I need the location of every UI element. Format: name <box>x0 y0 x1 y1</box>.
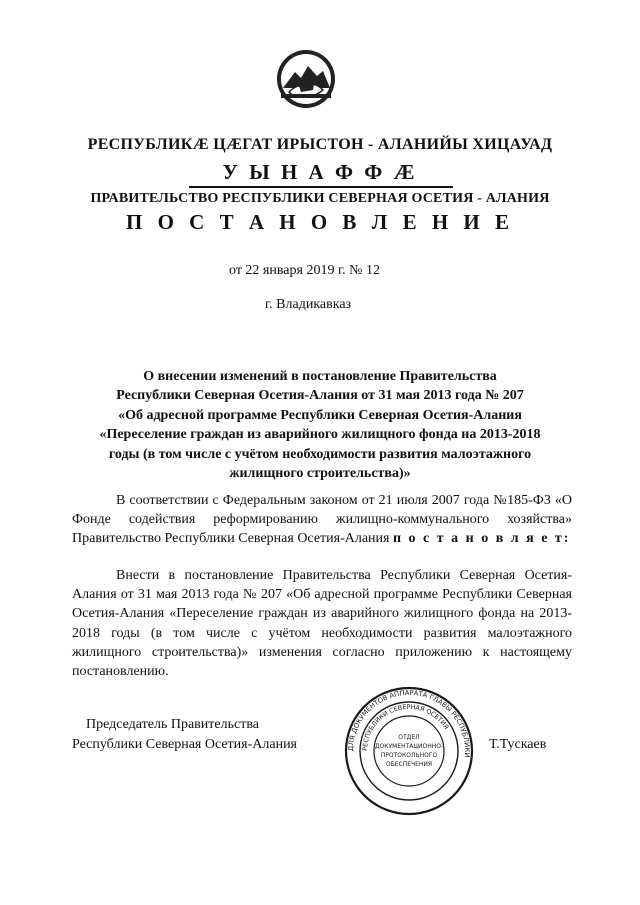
body-paragraph-1 <box>72 491 572 549</box>
paragraph-text: В соответствии с Федеральным законом от 21 июля 2007 года №185-ФЗ «О Фонде содействия реформированию жилищно-коммунального хозяйства» Правительство Республики Северная Осетия-Алания <box>72 493 572 547</box>
subject-line: Республики Северная Осетия-Алания от 31 мая 2013 года № 207 <box>116 388 524 404</box>
decree-date: от 22 января 2019 г. № 12 <box>229 263 380 278</box>
subject-line: О внесении изменений в постановление Правительства <box>143 369 497 384</box>
stamp-center-line: ПРОТОКОЛЬНОГО <box>380 752 438 759</box>
stamp-outer-text: ДЛЯ ДОКУМЕНТОВ АППАРАТА ГЛАВЫ РЕСПУБЛИКИ <box>346 688 472 758</box>
government-heading: ПРАВИТЕЛЬСТВО РЕСПУБЛИКИ СЕВЕРНАЯ ОСЕТИЯ - АЛАНИЯ <box>90 191 550 206</box>
stamp-center-line: ОБЕСПЕЧЕНИЯ <box>385 761 433 768</box>
subject-line: жилищного строительства)» <box>229 466 411 482</box>
signatory-title-line2: Республики Северная Осетия-Алания <box>72 737 297 752</box>
ossetian-doc-type: У Ы Н А Ф Ф Æ <box>222 160 418 184</box>
decree-city: г. Владикавказ <box>265 297 352 312</box>
stamp-center-line: ДОКУМЕНТАЦИОННО- <box>374 743 444 750</box>
body-paragraph-2: Внести в постановление Правительства Республики Северная Осетия-Алания от 31 мая 2013 года № 207 «Об адресной программе Республики Северная Осетия-Алания «Переселение граждан из аварийного жилищного фонда на 2013-2018 годы (в том числе с учётом необходимости развития малоэтажного жилищного строительства)» изменения согласно приложению к настоящему постановлению. <box>72 568 572 680</box>
ossetian-republic-heading: РЕСПУБЛИКÆ ЦÆГАТ ИРЫСТОН - АЛАНИЙЫ ХИЦАУАД <box>87 136 553 153</box>
resolves-keyword: п о с т а н о в л я е т: <box>392 531 571 547</box>
header-divider <box>189 186 453 188</box>
decree-subject <box>60 367 580 483</box>
signatory-name: Т.Тускаев <box>489 737 547 752</box>
subject-line: годы (в том числе с учётом необходимости развития малоэтажного <box>108 446 532 462</box>
coat-of-arms-emblem <box>275 48 337 110</box>
subject-line: «Об адресной программе Республики Северная Осетия-Алания <box>118 407 522 423</box>
decree-title: П О С Т А Н О В Л Е Н И Е <box>125 210 514 234</box>
subject-line: «Переселение граждан из аварийного жилищного фонда на 2013-2018 <box>99 427 541 443</box>
official-seal-stamp <box>343 685 475 817</box>
stamp-inner-text: РЕСПУБЛИКИ СЕВЕРНАЯ ОСЕТИЯ <box>360 702 451 752</box>
signatory-title-line1: Председатель Правительства <box>86 717 259 732</box>
stamp-center-line: ОТДЕЛ <box>398 734 420 741</box>
